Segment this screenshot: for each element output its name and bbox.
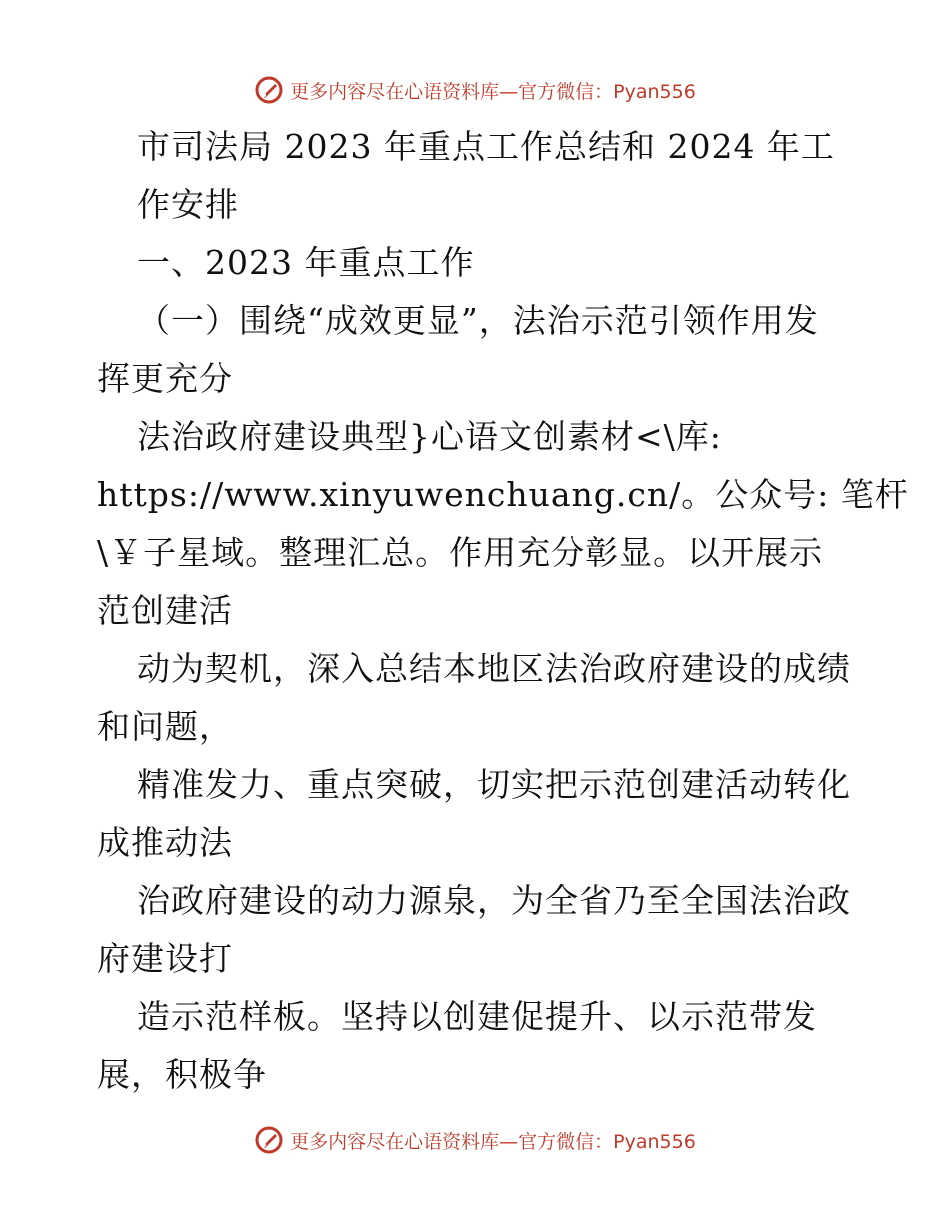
paragraph-line: 成推动法 bbox=[97, 823, 233, 862]
paragraph-line: 展，积极争 bbox=[97, 1055, 267, 1094]
doc-title-line-2: 作安排 bbox=[137, 185, 239, 224]
banner-text bbox=[290, 1127, 696, 1154]
paragraph-line: 和问题， bbox=[97, 707, 233, 746]
footer-banner bbox=[0, 1122, 950, 1158]
paragraph-line: 治政府建设的动力源泉，为全省乃至全国法治政 bbox=[137, 881, 851, 920]
paragraph-line: 精准发力、重点突破，切实把示范创建活动转化 bbox=[137, 765, 851, 804]
doc-title-line-1: 市司法局 2023 年重点工作总结和 2024 年工 bbox=[137, 127, 835, 166]
banner-dash: — bbox=[499, 80, 519, 103]
section-heading: 一、2023 年重点工作 bbox=[137, 243, 475, 282]
paragraph-line: \￥子星域。整理汇总。作用充分彰显。以开展示 bbox=[97, 533, 824, 572]
document-body bbox=[97, 118, 909, 1104]
pen-logo-icon bbox=[254, 1125, 284, 1155]
banner-contact-text: 官方微信：Pyan556 bbox=[518, 80, 696, 103]
paragraph-line: 造示范样板。坚持以创建促提升、以示范带发 bbox=[137, 997, 817, 1036]
paragraph-line: 范创建活 bbox=[97, 591, 233, 630]
banner-site-text: 更多内容尽在心语资料库 bbox=[290, 80, 500, 103]
banner-text bbox=[290, 77, 696, 104]
paragraph-line: 法治政府建设典型}心语文创素材<\库: bbox=[137, 417, 722, 456]
subsection-heading-line-1: （一）围绕“成效更显”，法治示范引领作用发 bbox=[137, 301, 819, 340]
subsection-heading-line-2: 挥更充分 bbox=[97, 359, 233, 398]
paragraph-line: https://www.xinyuwenchuang.cn/。公众号: 笔杆 bbox=[97, 475, 909, 514]
paragraph-line: 府建设打 bbox=[97, 939, 233, 978]
pen-logo-icon bbox=[254, 75, 284, 105]
banner-site-text: 更多内容尽在心语资料库 bbox=[290, 1130, 500, 1153]
banner-contact-text: 官方微信：Pyan556 bbox=[518, 1130, 696, 1153]
header-banner bbox=[0, 72, 950, 108]
banner-dash: — bbox=[499, 1130, 519, 1153]
paragraph-line: 动为契机，深入总结本地区法治政府建设的成绩 bbox=[137, 649, 851, 688]
